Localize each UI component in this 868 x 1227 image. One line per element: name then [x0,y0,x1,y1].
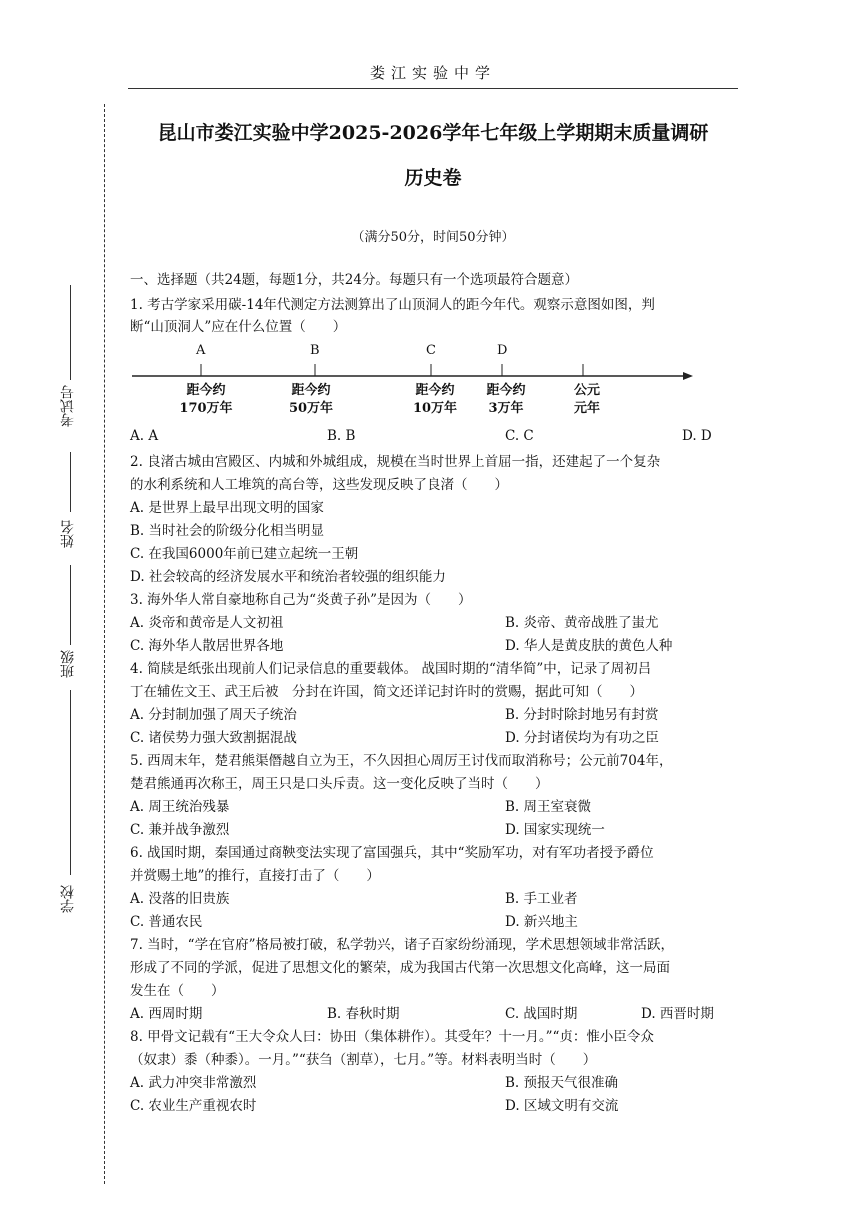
side-label-class: 班级 [60,650,76,678]
q6-stem-line2: 并赏赐土地”的推行，直接打击了（ ） [130,868,380,884]
paper-title: 昆山市娄江实验中学2025-2026学年七年级上学期期末质量调研 [157,122,709,144]
q6-option-a: A. 没落的旧贵族 [130,891,230,907]
timeline-arrow [683,372,693,380]
q3-option-c: C. 海外华人散居世界各地 [130,638,284,654]
q1-option-d: D. D [682,428,712,444]
school-rule [70,690,71,875]
q7-stem-line3: 发生在（ ） [130,983,225,999]
q5-stem-line1: 5. 西周末年，楚君熊渠僭越自立为王，不久因担心周厉王讨伐而取消称号；公元前704年， [130,753,673,769]
q2-option-d: D. 社会较高的经济发展水平和统治者较强的组织能力 [130,569,446,585]
q6-stem-line1: 6. 战国时期，秦国通过商鞅变法实现了富国强兵，其中“奖励军功，对有军功者授予爵位 [130,845,654,861]
timeline-caption-1: 距今约 170万年 [179,383,233,416]
q8-stem-line1: 8. 甲骨文记载有“王大令众人曰：协田（集体耕作）。其受年？十一月。”“贞：惟小臣令众 [130,1029,654,1045]
q5-option-b: B. 周王室衰微 [505,799,592,815]
timeline-mark-a: A [196,343,206,358]
side-label-exam-no: 考试号 [60,385,76,427]
q2-option-c: C. 在我国6000年前已建立起统一王朝 [130,546,359,562]
q7-stem-line1: 7. 当时，“学在官府”格局被打破，私学勃兴，诸子百家纷纷涌现，学术思想领域非常活跃， [130,937,674,953]
q1-stem-line1: 1. 考古学家采用碳-14年代测定方法测算出了山顶洞人的距今年代。观察示意图如图，判 [130,297,655,313]
side-label-school: 学校 [60,885,76,913]
q8-option-b: B. 预报天气很准确 [505,1075,619,1091]
binding-dashed-line [104,104,105,1184]
timeline-caption-4: 距今约 3万年 [486,383,526,416]
q7-stem-line2: 形成了不同的学派，促进了思想文化的繁荣，成为我国古代第一次思想文化高峰，这一局面 [130,960,670,976]
q8-option-a: A. 武力冲突非常激烈 [130,1075,257,1091]
q6-option-d: D. 新兴地主 [505,914,578,930]
class-rule [70,565,71,645]
q2-option-b: B. 当时社会的阶级分化相当明显 [130,523,325,539]
q7-option-d: D. 西晋时期 [641,1006,714,1022]
q8-option-d: D. 区域文明有交流 [505,1098,619,1114]
q4-option-d: D. 分封诸侯均为有功之臣 [505,730,659,746]
side-label-name: 姓名 [60,520,76,548]
q3-stem-line1: 3. 海外华人常自豪地称自己为“炎黄子孙”是因为（ ） [130,592,472,608]
timeline-mark-c: C [426,343,436,358]
q1-option-b: B. B [327,428,356,444]
timeline-caption-2: 距今约 50万年 [288,383,334,416]
q1-option-c: C. C [505,428,534,444]
q4-stem-line1: 4. 简牍是纸张出现前人们记录信息的重要载体。 战国时期的“清华简”中，记录了周初吕 [130,661,652,677]
q2-stem-line1: 2. 良渚古城由宫殿区、内城和外城组成，规模在当时世界上首屈一指，还建起了一个复杂 [130,454,661,470]
q4-stem-line2: 丁在辅佐文王、武王后被 分封在许国，简文还详记封许时的赏赐，据此可知（ ） [130,684,643,700]
q7-option-a: A. 西周时期 [130,1006,203,1022]
q8-stem-line2: （奴隶）黍（种黍）。一月。”“获刍（割草），七月。”等。材料表明当时（ ） [130,1052,597,1068]
section-heading: 一、选择题（共24题，每题1分，共24分。每题只有一个选项最符合题意） [130,272,578,288]
q1-stem-line2: 断“山顶洞人”应在什么位置（ ） [130,319,347,335]
page-header: 娄江实验中学 [369,64,496,82]
q7-option-c: C. 战国时期 [505,1006,578,1022]
q1-option-a: A. A [130,428,159,444]
q3-option-b: B. 炎帝、黄帝战胜了蚩尤 [505,615,659,631]
q3-option-d: D. 华人是黄皮肤的黄色人种 [505,638,673,654]
q5-option-d: D. 国家实现统一 [505,822,605,838]
q5-stem-line2: 楚君熊通再次称王，周王只是口头斥责。这一变化反映了当时（ ） [130,776,549,792]
timeline-mark-b: B [310,343,320,358]
q3-option-a: A. 炎帝和黄帝是人文初祖 [130,615,284,631]
q2-option-a: A. 是世界上最早出现文明的国家 [130,500,324,516]
q4-option-b: B. 分封时除封地另有封赏 [505,707,659,723]
timeline-mark-d: D [497,343,508,358]
q5-option-c: C. 兼并战争激烈 [130,822,230,838]
timeline-caption-3: 距今约 10万年 [412,383,458,416]
exam-no-rule [70,285,71,380]
q6-option-b: B. 手工业者 [505,891,578,907]
q8-option-c: C. 农业生产重视农时 [130,1098,257,1114]
header-rule [128,88,738,89]
q5-option-a: A. 周王统治残暴 [130,799,230,815]
q7-option-b: B. 春秋时期 [327,1006,400,1022]
q4-option-a: A. 分封制加强了周天子统治 [130,707,297,723]
name-rule [70,452,71,512]
q2-stem-line2: 的水利系统和人工堆筑的高台等，这些发现反映了良渚（ ） [130,477,508,493]
paper-subtitle: 历史卷 [404,167,462,189]
q4-option-c: C. 诸侯势力强大致割据混战 [130,730,297,746]
timeline-caption-5: 公元 元年 [573,383,600,416]
q6-option-c: C. 普通农民 [130,914,203,930]
score-time-note: （满分50分，时间50分钟） [351,230,515,245]
